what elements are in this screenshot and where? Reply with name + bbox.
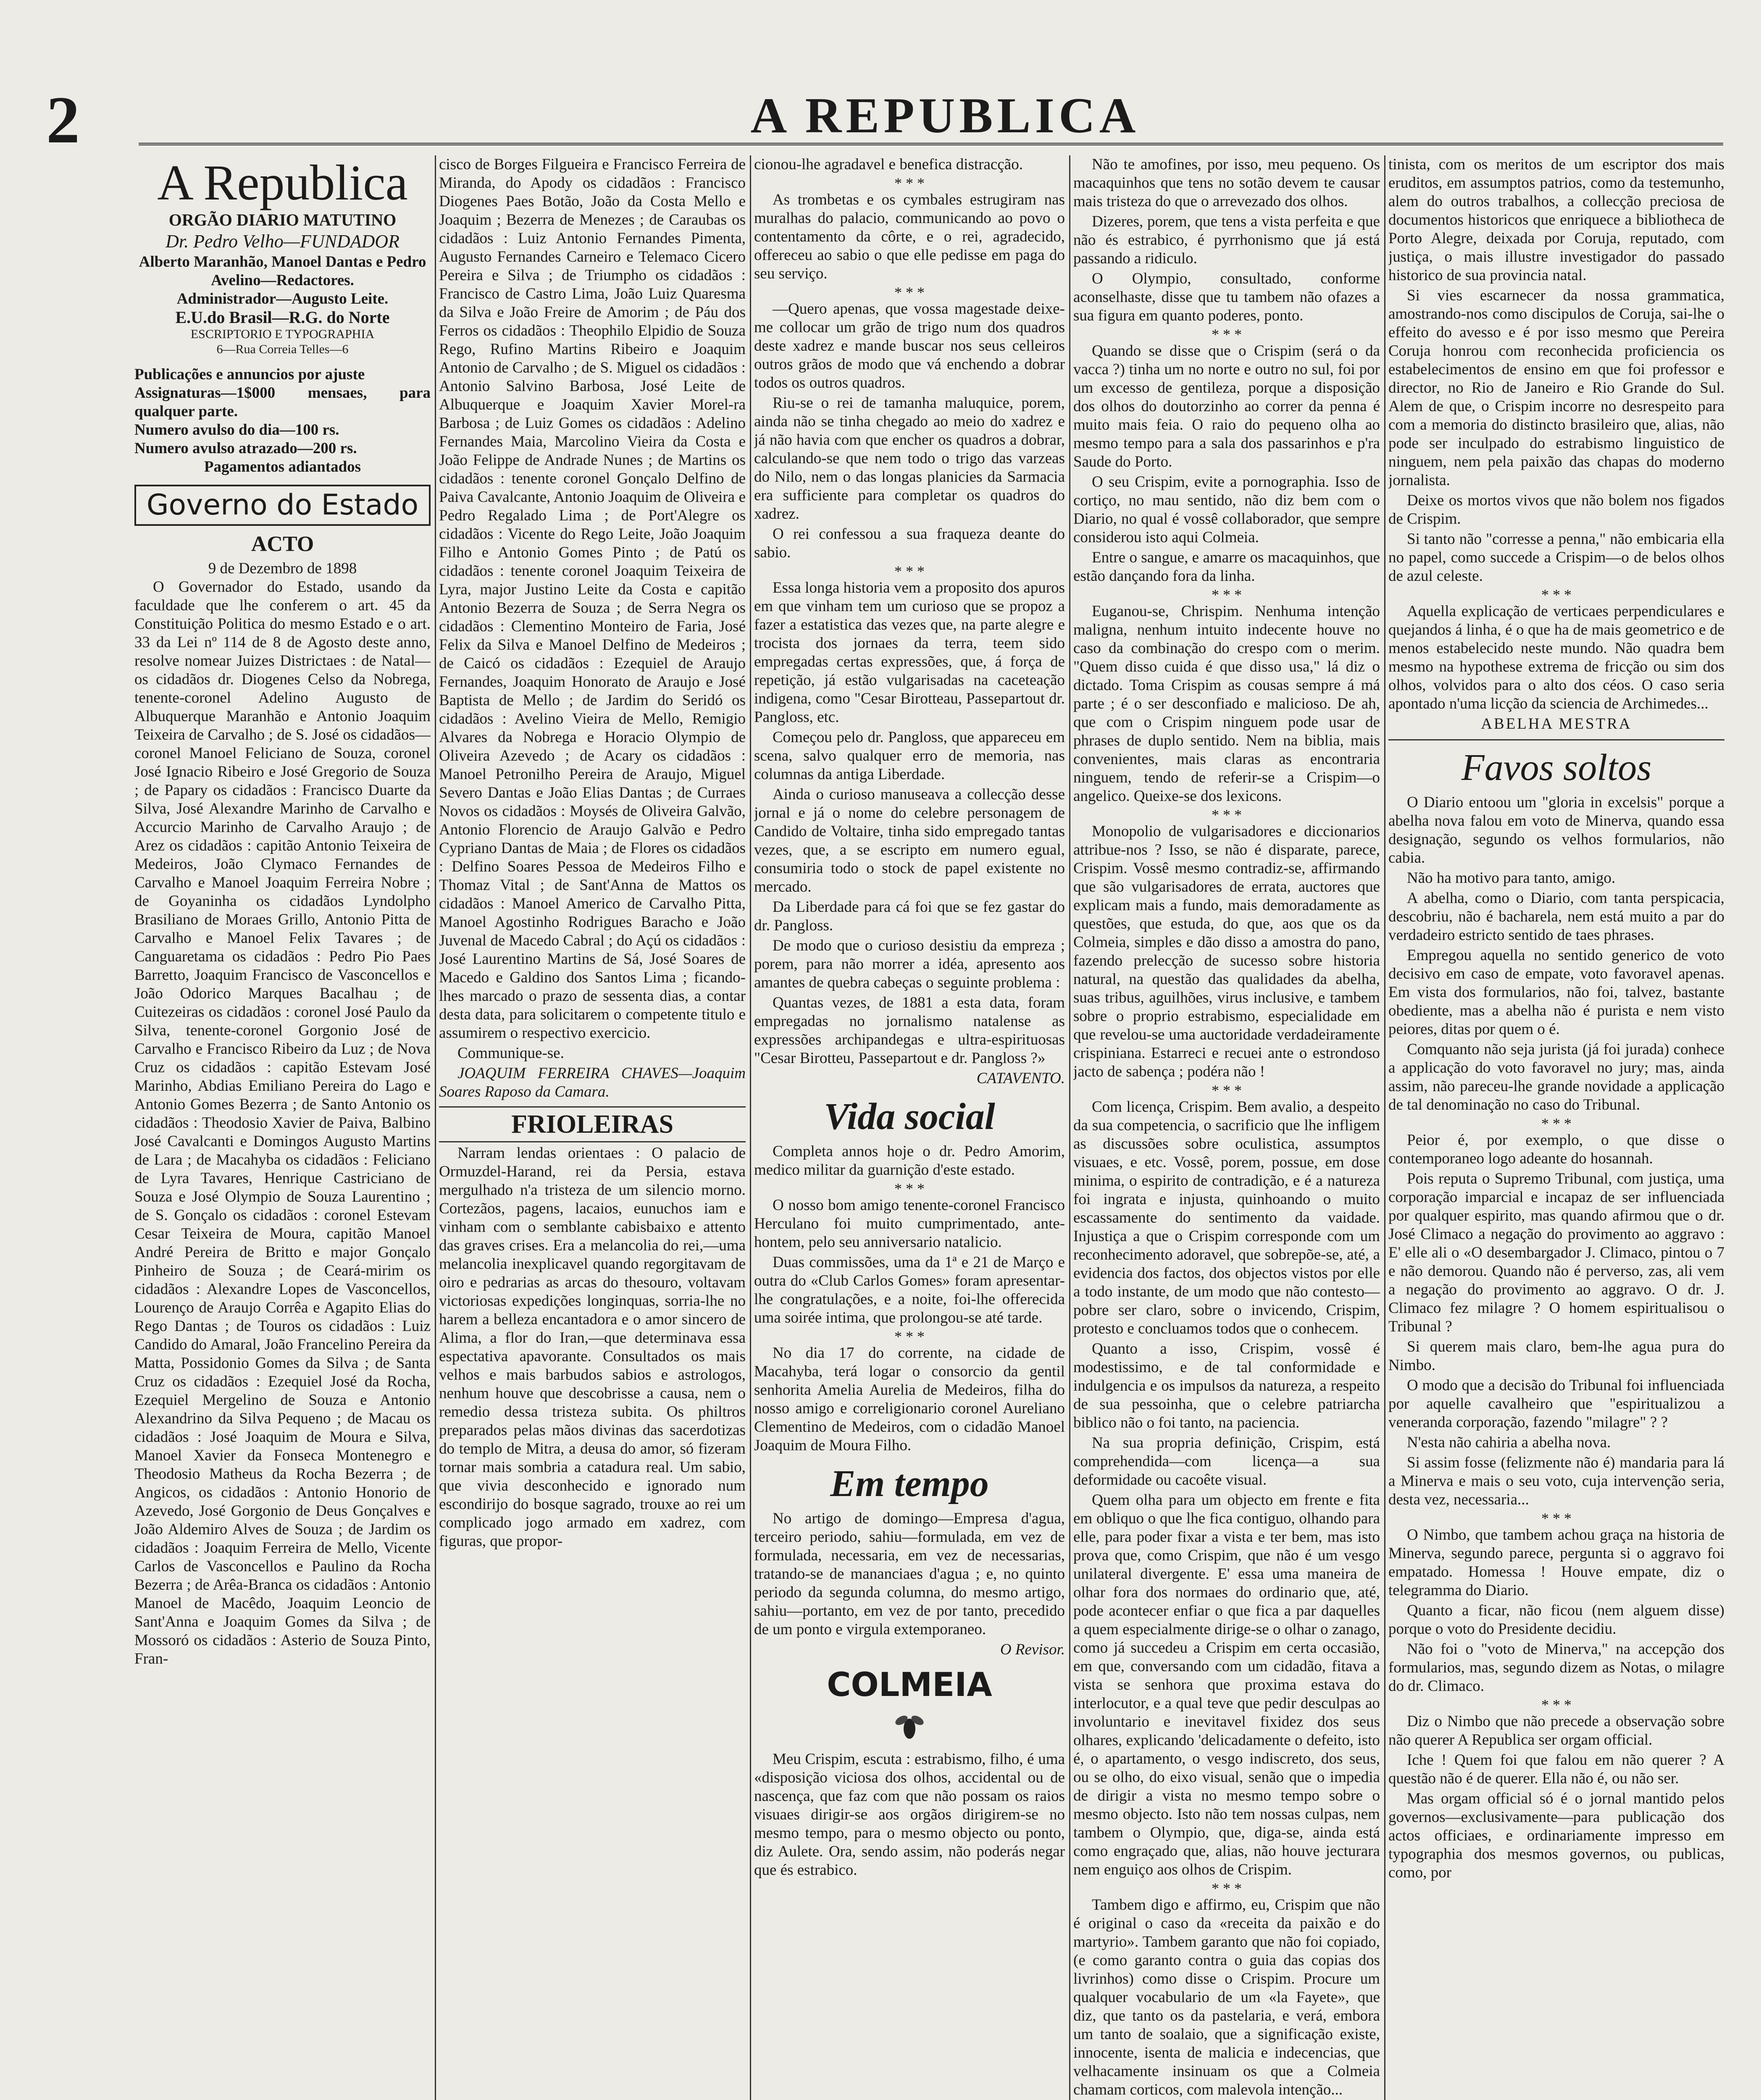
article-text: Dizeres, porem, que tens a vista perfeita e que não és estrabico, é pyrrhonismo que já está passando a ridiculo. [1073, 213, 1380, 267]
article-text: O Diario entoou um "gloria in excelsis" porque a abelha nova falou em voto de Minerva, quando essa designação, segundo os velhos formularios, não cabia. [1388, 794, 1724, 866]
masthead-title: A REPUBLICA [750, 87, 1140, 143]
article-text: O Nimbo, que tambem achou graça na historia de Minerva, segundo parece, pergunta si o aggravo foi empatado. Homessa ! Houve empate, diz o telegramma do Diario. [1388, 1526, 1724, 1599]
article-text: Mas orgam official só é o jornal mantido pelos governos—exclusivamente—para publicação dos actos officiaes, e ordinariamente impresso em typographia dos mesmos governos, ou publicas, como, por [1388, 1790, 1724, 1881]
article-text: O nosso bom amigo tenente-coronel Francisco Herculano foi muito cumprimentado, ante-hontem, pelo seu anniversario natalicio. [754, 1197, 1065, 1251]
pricing-line: Numero avulso atrazado—200 rs. [134, 440, 357, 457]
article-text: Monopolio de vulgarisadores e diccionarios attribue-nos ? Isso, se não é disparate, parece, Crispim. Vossê mesmo contradiz-se, affirmando que são vulgarisadores de errata, auctores que explicam mais a fundo, mais demoradamente as questões, que estuda, do que, aos que os da Colmeia, simples e dão disso a amostra do pano, fazendo prelecção de sucesso sobre historia natural, na questão das qualidades da abelha, suas tribus, aguilhões, virus inclusive, e tambem sobre o proprio estrabismo, especialidade em que revelou-se uma auctoridade verdadeiramente crispiniana. Estarreci e recuei ante o estrondoso jacto de sabença ; podéra não ! [1073, 823, 1380, 1080]
section-heading: COLMEIA [827, 1666, 992, 1704]
separator-stars: * * * [1212, 586, 1242, 603]
article-text: Aquella explicação de verticaes perpendiculares e quejandos á linha, é o que ha de mais geometrico e de menos estabelecido neste mundo. Não quadra bem mesmo na hypothese extrema de fricção ou sim dos olhos, volvidos para o alto dos céos. O caso seria apontado n'uma licção da sciencia de Archimedes... [1388, 603, 1724, 712]
section-heading: Vida social [824, 1096, 995, 1137]
article-text: O rei confessou a sua fraqueza deante do sabio. [754, 525, 1065, 561]
editors-line: Alberto Maranhão, Manoel Dantas e Pedro Avelino—Redactores. [139, 253, 426, 289]
article-text: Não ha motivo para tanto, amigo. [1407, 869, 1616, 887]
article-text: Riu-se o rei de tamanha maluquice, porem, ainda não se tinha chegado ao meio do xadrez e já não havia com que encher os quadros a dobrar, calculando-se que nem todo o trigo das varzeas do Nilo, nem o das longas planicies da Sarmacia era sufficiente para completar os quadros do xadrez. [754, 394, 1065, 522]
founder-line: Dr. Pedro Velho—FUNDADOR [166, 231, 400, 252]
column-divider [435, 155, 436, 2100]
separator-stars: * * * [1212, 326, 1242, 343]
article-text: Meu Crispim, escuta : estrabismo, filho, é uma «disposição viciosa dos olhos, accidental ou de nascença, que faz com que não possam os raios visuaes dirigir-se aos orgãos dirigirem-se no mesmo tempo, para o mesmo objecto ou ponto, diz Aulete. Ora, sendo assim, não poderás negar que és estrabico. [754, 1751, 1065, 1879]
article-text: Essa longa historia vem a proposito dos apuros em que vinham tem um curioso que se propoz a fazer a estatistica das vezes que, na parte alegre e trocista dos jornaes da terra, teem sido empregadas certas expressões, que, á força de repetição, já estão vulgarisadas na caceteação indigena, como "Cesar Birotteau, Passepartout dr. Pangloss, etc. [754, 579, 1065, 726]
separator-stars: * * * [1212, 1880, 1242, 1897]
article-text: Diz o Nimbo que não precede a observação sobre não querer A Republica ser orgam official. [1388, 1713, 1724, 1748]
address-line: E.U.do Brasil—R.G. do Norte [175, 308, 390, 327]
article-text: O Olympio, consultado, conforme aconselhaste, disse que tu tambem não ofazes a sua figura em quanto poderes, ponto. [1073, 270, 1380, 324]
article-text: Empregou aquella no sentido generico de voto decisivo em caso de empate, voto favoravel apenas. Em vista dos formularios, não foi, talvez, bastante obediente, mas a abelha não é purista e nem visto peiores, ditas por quem o é. [1388, 947, 1724, 1038]
brand-subtitle: ORGÃO DIARIO MATUTINO [168, 210, 397, 229]
article-text: Entre o sangue, e amarre os macaquinhos, que estão dançando fora da linha. [1073, 549, 1380, 585]
article-text: Quanto a ficar, não ficou (nem alguem disse) porque o voto do Presidente decidiu. [1388, 1602, 1724, 1638]
separator-stars: * * * [1212, 1082, 1242, 1099]
separator-stars: * * * [1212, 806, 1242, 823]
article-text: As trombetas e os cymbales estrugiram nas muralhas do palacio, communicando ao povo o contentamento da côrte, e o rei, agradecido, offereceu ao sabio o que elle pedisse em paga do seu serviço. [754, 191, 1065, 282]
separator-stars: * * * [1541, 1510, 1572, 1527]
article-text: N'esta não cahiria a abelha nova. [1407, 1434, 1611, 1451]
article-text: O modo que a decisão do Tribunal foi influenciada por aquelle cavalheiro que "espiritualizou a veneranda corporação, fazendo "milagre" ? ? [1388, 1377, 1724, 1431]
article-text: Quando se disse que o Crispim (será o da vacca ?) tinha um no norte e outro no sul, foi por um excesso de gentileza, porque a disposição dos olhos do doutorzinho ao correr da penna é muito mais feia. O raio do pequeno olha ao mesmo tempo para a sala dos passarinhos e p'ra Saude do Porto. [1073, 342, 1380, 470]
article-text: Pois reputa o Supremo Tribunal, com justiça, uma corporação imparcial e incapaz de ser influenciada por qualquer espirito, mas quando afirmou que o dr. José Climaco a negação do provimento ao aggravo : E' elle ali o «O desembargador J. Climaco, pintou o 7 e não demorou. Quando não é perverso, zas, ali vem a negação do provimento ao aggravo. O dr. J. Climaco fez milagre ? O homem espiritualisou o Tribunal ? [1388, 1170, 1724, 1335]
act-title: ACTO [251, 532, 314, 556]
article-text: Iche ! Quem foi que falou em não querer ? A questão não é de querer. Ella não é, ou não ser. [1388, 1751, 1724, 1787]
article-text: cionou-lhe agradavel e benefica distracção. [754, 156, 1023, 173]
column-divider [1384, 155, 1385, 2100]
article-text: Completa annos hoje o dr. Pedro Amorim, medico militar da guarnição d'este estado. [754, 1143, 1065, 1179]
article-text: Duas commissões, uma da 1ª e 21 de Março e outra do «Club Carlos Gomes» foram apresentar-lhe congratulações, e a noite, foi-lhe offerecida uma soirée intima, que prolongou-se até tarde. [754, 1254, 1065, 1326]
section-heading: Favos soltos [1388, 739, 1724, 791]
act-text-continued: cisco de Borges Filgueira e Francisco Ferreira de Miranda, do Apody os cidadãos : Francisco Diogenes Paes Botão, João da Costa Mello e Joaquim ; Bezerra de Menezes ; de Caraubas os cidadãos : Luiz Antonio Fernandes Pimenta, Augusto Fernandes Carneiro e Telemaco Cicero Pereira e Silva ; de Triumpho os cidadãos : Francisco de Castro Lima, João Luiz Quaresma da Silva e João Freire de Amorim ; de Páu dos Ferros os cidadãos : Theophilo Elpidio de Souza Rego, Rufino Martins Ribeiro e Joaquim Antonio de Carvalho ; de S. Miguel os cidadãos : Antonio Salvino Barbosa, José Leite de Albuquerque e Joaquim Xavier Morel-ra Barbosa ; de Luiz Gomes os cidadãos : Adelino Fernandes Maia, Marcolino Vieira da Costa e João Felippe de Andrade Nunes ; de Martins os cidadãos : tenente coronel Gonçalo Delfino de Paiva Cavalcante, Antonio Joaquim de Oliveira e Pedro Regalado Lima ; de Port'Alegre os cidadãos : Vicente do Rego Leite, João Joaquim Filho e Antonio Gomes Pinto ; de Patú os cidadãos : tenente coronel Joaquim Teixeira de Lyra, major Justino Leite da Costa e capitão Antonio Bezerra de Souza ; de Serra Negra os cidadãos : Clementino Monteiro de Faria, José Felix da Silva e Manoel Delfino de Medeiros ; de Caicó os cidadãos : Ezequiel de Araujo Fernandes, Joaquim Honorato de Araujo e José Baptista de Mello ; de Jardim do Seridó os cidadãos : Avelino Vieira de Mello, Remigio Alvares da Nobrega e Horacio Olympio de Oliveira Azevedo ; de Acary os cidadãos : Manoel Petronilho Pereira de Araujo, Miguel Severo Dantas e João Elias Dantas ; de Curraes Novos os cidadãos : Moysés de Oliveira Galvão, Antonio Florencio de Araujo Galvão e Pedro Cypriano Dantas de Maia ; de Flores os cidadãos : Delfino Soares Pessoa de Medeiros Filho e Thomaz Vital ; de Sant'Anna de Mattos os cidadãos : Manoel Americo de Carvalho Pitta, Manoel Agostinho Rodrigues Baracho e João Juvenal de Macedo Cabral ; do Açú os cidadãos : José Laurentino Martins de Sá, José Soares de Macedo e Galdino dos Santos Lima ; ficando-lhes marcado o prazo de sessenta dias, a contar desta data, para solicitarem o competente titulo e assumirem o respectivo exercicio. [439, 156, 746, 1042]
article-text: Começou pelo dr. Pangloss, que appareceu em scena, salvo qualquer erro de memoria, nas columnas da antiga Liberdade. [754, 729, 1065, 783]
column-4 [1073, 155, 1380, 2100]
separator-stars: * * * [1541, 1115, 1572, 1132]
section-heading: Governo do Estado [134, 485, 431, 526]
separator-stars: * * * [894, 1180, 925, 1197]
column-divider [750, 155, 751, 2100]
article-text: Si querem mais claro, bem-lhe agua pura do Nimbo. [1388, 1338, 1724, 1374]
section-heading: Em tempo [830, 1463, 989, 1504]
header-rule [139, 143, 1723, 145]
article-text: tinista, com os meritos de um escriptor dos mais eruditos, em assumptos patrios, como da testemunho, alem do outros trabalhos, a collecção preciosa de documentos historicos que enriquece a bibliotheca de Porto Alegre, deixada por Coruja, reputado, com justiça, o mais illustre investigador do passado historico de sua provincia natal. [1388, 156, 1724, 284]
article-text: Ainda o curioso manuseava a collecção desse jornal e já o nome do celebre personagem de Candido de Voltaire, tinha sido empregado tantas vezes, que, a se escripto em numero egual, consumiria todo o stock de papel existente no mercado. [754, 786, 1065, 895]
separator-stars: * * * [894, 563, 925, 580]
column-3 [754, 155, 1065, 2100]
article-text: O seu Crispim, evite a pornographia. Isso de cortiço, no mau sentido, não diz bem com o Diario, no qual é vossê collaborador, que sempre considerou isto aqui Colmeia. [1073, 473, 1380, 546]
article-text: Da Liberdade para cá foi que se fez gastar do dr. Pangloss. [754, 898, 1065, 934]
communique: Communique-se. [457, 1045, 564, 1062]
section-heading: FRIOLEIRAS [439, 1106, 746, 1142]
column-2 [439, 155, 746, 2100]
article-signature: CATAVENTO. [976, 1070, 1065, 1087]
article-text: Si tanto não "corresse a penna," não embicaria ella no papel, como succede a Crispim—o de belos olhos de azul celeste. [1388, 530, 1724, 585]
act-signature: JOAQUIM FERREIRA CHAVES—Joaquim Soares Raposo da Camara. [439, 1065, 746, 1100]
article-signature: O Revisor. [1000, 1641, 1065, 1658]
article-text: Euganou-se, Chrispim. Nenhuma intenção maligna, nenhum intuito indecente houve no caso da combinação do crespo com o merim. "Quem disso cuida é que disso usa," lá diz o dictado. Toma Crispim as cousas sempre á má parte ; é o ser desconfiado e malicioso. De ah, que com o Crispim ninguem pode usar de phrases de duplo sentido. Nem na biblia, mais convenientes, mais claras as encontraria ninguem, tendo de referir-se a Crispim—o angelico. Queixe-se dos lexicons. [1073, 603, 1380, 805]
column-5 [1388, 155, 1724, 2100]
separator-stars: * * * [894, 175, 925, 192]
article-text: Si vies escarnecer da nossa grammatica, amostrando-nos como discipulos de Coruja, sai-lhe o effeito do avesso e é por isso mesmo que Pereira Coruja honrou com reconhecida proficiencia os estabelecimentos de ensino em que foi professor e director, no Rio de Janeiro e Rio Grande do Sul. Alem de que, o Crispim incorre no desrespeito para com a memoria do distincto brasileiro que, alias, não pode ser inculpado do estrabismo linguistico de ninguem, nem pela paixão das chapas do moderno jornalista. [1388, 287, 1724, 489]
article-text: Não foi o "voto de Minerva," na accepção dos formularios, mas, segundo dizem as Notas, o milagre do dr. Climaco. [1388, 1641, 1724, 1695]
pricing-line: Numero avulso do dia—100 rs. [134, 421, 339, 438]
pricing-line: Assignaturas—1$000 mensaes, para qualquer parte. [134, 384, 431, 420]
separator-stars: * * * [1541, 1696, 1572, 1713]
article-text: Deixe os mortos vivos que não bolem nos figados de Crispim. [1388, 492, 1724, 528]
column-divider [1069, 155, 1070, 2100]
article-text: No dia 17 do corrente, na cidade de Macahyba, terá logar o consorcio da gentil senhorita Amelia Aurelia de Medeiros, filha do nosso amigo e correligionario coronel Aureliano Clementino de Medeiros, com o cidadão Manoel Joaquim de Moura Filho. [754, 1344, 1065, 1454]
article-text: No artigo de domingo—Empresa d'agua, terceiro periodo, sahiu—formulada, em vez de formulada, necessaria, em vez de necessarias, tratando-se de mananciaes d'agua ; e, no quinto periodo da segunda columna, do mesmo artigo, sahiu—portanto, em vez de por tanto, precedido de um ponto e virgula extemporaneo. [754, 1510, 1065, 1638]
separator-stars: * * * [894, 284, 925, 301]
article-text: —Quero apenas, que vossa magestade deixe-me collocar um grão de trigo num dos quadros deste xadrez e mande buscar nos seus celleiros outros grãos de modo que vá enchendo a dobrar todos os outros quadros. [754, 300, 1065, 391]
article-text: Narram lendas orientaes : O palacio de Ormuzdel-Harand, rei da Persia, estava mergulhado n'a tristeza de um silencio morno. Cortezãos, pagens, lacaios, eunuchos iam e vinham com o semblante cabisbaixo e attento das graves crises. Era a melancolia do rei,—uma melancolia inexplicavel quando regorgitavam de oiro e pedrarias as arcas do thesouro, voltavam victoriosas expedições longinquas, sorria-lhe no harem a belleza encantadora e o amor sincero de Alima, a flor do Iran,—que determinava essa espectativa apavorante. Consultados os mais velhos e mais barbudos sabios e astrologos, nenhum houve que descobrisse a causa, nem o remedio dessa tristeza subita. Os philtros preparados pelas mãos divinas das sacerdotizas do templo de Mitra, a deusa do amor, só fizeram tornar mais sombria a catadura real. Um sabio, que vivia desconhecido e ignorado num escondirijo do bosque sagrado, trouxe ao rei um complicado jogo armado em xadrez, com figuras, que propor- [439, 1144, 746, 1550]
article-text: Peior é, por exemplo, o que disse o contemporaneo logo adeante do hosannah. [1388, 1131, 1724, 1167]
article-text: Tambem digo e affirmo, eu, Crispim que não é original o caso da «receita da paixão e do martyrio». Tambem garanto que não foi copiado, (e como garanto contra o guia das copias dos livrinhos) como disse o Crispim. Procure um qualquer vocabulario de um «la Fayete», que diz, que tanto os da pastelaria, e verá, embora um tanto de soalaio, que a significação existe, innocente, isenta de malicia e indecencias, que velhacamente insinuam os que a Colmeia chamam corticos, com malevola intenção... [1073, 1896, 1380, 2098]
pricing-line: Publicações e annuncios por ajuste [134, 366, 365, 383]
column-1 [134, 155, 431, 2100]
pricing-line: Pagamentos adiantados [204, 458, 361, 475]
article-text: Quem olha para um objecto em frente e fita em obliquo o que lhe fica contiguo, olhando para elle, para poder fixar a vista e ter bem, mas isto prova que, como Crispim, que não é um vesgo unilateral divergente. E' essa uma maneira de olhar fora dos normaes do ordinario que, até, pode acontecer enfiar o que fica a par daquelles a quem especialmente dirige-se o olhar o zanago, como já succedeu a Crispim em certa occasião, em que, conversando com um cidadão, fitava a vista se senhora que proxima estava do interlocutor, e a qual teve que pedir desculpas ao involuntario e inevitavel fixidez dos seus olhares, explicando 'delicadamente o defeito, isto é, o apartamento, o vesgo indiscreto, dos seus, ou se olho, do eixo visual, senão que o impedia de dirigir a vista no mesmo tempo sobre o mesmo objecto. Isto não tem nossas culpas, nem tambem o Olympio, que, diga-se, ainda está como engraçado que, alias, não houve jecturara nem enguiço aos olhos de Crispim. [1073, 1491, 1380, 1878]
brand-title: A Republica [157, 155, 408, 210]
address-line: ESCRIPTORIO E TYPOGRAPHIA [190, 327, 375, 341]
separator-stars: * * * [894, 1328, 925, 1345]
page-number: 2 [46, 82, 80, 157]
article-text: Si assim fosse (felizmente não é) mandaria para lá a Minerva e mais o seu voto, cuja intervenção seria, desta vez, necessaria... [1388, 1454, 1724, 1508]
article-text: A abelha, como o Diario, com tanta perspicacia, descobriu, não é bacharela, nem está muito a par do verdadeiro estricto sentido de taes phrases. [1388, 890, 1724, 944]
separator-stars: * * * [1541, 586, 1572, 603]
article-text: Com licença, Crispim. Bem avalio, a despeito da sua competencia, o sacrificio que lhe infligem as discussões sobre oculistica, assumptos visuaes, e etc. Vossê, porem, possue, em dose minima, o espirito de contradição, e é a natureza foi ingrata e injusta, quinhoando o muito escassamente do sentimento da vaidade. Injustiça a que o Crispim corresponde com um reconhecimento adoravel, que sobrepõe-se, até, a evidencia dos factos, dos objectos vistos por elle a todo instante, de um modo que não contesto—pobre ser claro, sobre o invicendo, Crispim, protesto e concluamos todos que o conhecem. [1073, 1098, 1380, 1337]
administrator-line: Administrador—Augusto Leite. [176, 290, 389, 307]
article-signature: ABELHA MESTRA [1481, 715, 1632, 732]
address-line: 6—Rua Correia Telles—6 [216, 342, 349, 356]
article-text: Quantas vezes, de 1881 a esta data, foram empregadas no jornalismo natalense as expressões archipandegas e ultra-espirituosas "Cesar Birotteu, Passepartout e dr. Pangloss ?» [754, 994, 1065, 1067]
article-text: De modo que o curioso desistiu da empreza ; porem, para não morrer a idéa, apresento aos amantes de quebra cabeças o seguinte problema : [754, 937, 1065, 991]
bee-icon [754, 1708, 1065, 1750]
act-date: 9 de Dezembro de 1898 [208, 560, 357, 577]
article-text: Quanto a isso, Crispim, vossê é modestissimo, e de tal conformidade e indulgencia e os impulsos da natureza, a respeito de sua pessoinha, que o celebre patriarcha biblico não o foi tanto, na paciencia. [1073, 1340, 1380, 1431]
article-text: Não te amofines, por isso, meu pequeno. Os macaquinhos que tens no sotão devem te causar mais tristeza do que o arrevezado dos olhos. [1073, 156, 1380, 210]
act-text: O Governador do Estado, usando da faculdade que lhe conferem o art. 45 da Constituição Politica do mesmo Estado e o art. 33 da Lei nº 114 de 8 de Agosto deste anno, resolve nomear Juizes Districtaes : de Natal—os cidadãos dr. Diogenes Celso da Nobrega, tenente-coronel Adelino Augusto de Albuquerque Maranhão e Antonio Joaquim Teixeira de Carvalho ; de S. José os cidadãos—coronel Manoel Feliciano de Souza, coronel José Ignacio Ribeiro e José Gregorio de Souza ; de Papary os cidadãos : Francisco Duarte da Silva, José Alexandre Marinho de Carvalho e Accurcio Marinho de Carvalho Araujo ; de Arez os cidadãos : capitão Antonio Teixeira de Medeiros, João Clymaco Fernandes de Carvalho e Manoel Joaquim Ferreira Nobre ; de Goyaninha os cidadãos Lyndolpho Brasiliano de Moraes Grillo, Antonio Pitta de Carvalho e Manoel Felix Tavares ; de Canguaretama os cidadãos : Pedro Pio Paes Barretto, Joaquim Francisco de Vasconcellos e João Odorico Marques Bacalhau ; de Cuitezeiras os cidadãos : coronel José Paulo da Silva, tenente-coronel Gorgonio José de Carvalho e Francisco Ribeiro da Luz ; de Nova Cruz os cidadãos : capitão Estevam José Marinho, Abdias Emiliano Pereira do Lago e Antonio Gomes Bezerra ; de Santo Antonio os cidadãos : Theodosio Xavier de Paiva, Balbino José Cavalcanti e Domingos Augusto Martins de Lara ; de Macahyba os cidadãos : Feliciano de Lyra Tavares, Henrique Castriciano de Souza e José Olympio de Souza Laurentino ; de S. Gonçalo os cidadãos : coronel Estevam Cesar Teixeira de Moura, capitão Manoel André Pereira de Britto e major Gonçalo Pinheiro de Souza ; de Ceará-mirim os cidadãos : Alexandre Lopes de Vasconcellos, Lourenço de Araujo Corrêa e Agapito Elias do Rego Dantas ; de Touros os cidadãos : Luiz Candido do Amaral, João Francelino Pereira da Matta, Possidonio Gomes da Silva ; de Santa Cruz os cidadãos : Ezequiel José da Rocha, Ezequiel Mergelino de Souza e Antonio Alexandrino da Silva Pequeno ; de Macau os cidadãos : José Joaquim de Moura e Silva, Manoel Xavier da Fonseca Montenegro e Theodosio Matheus da Rocha Bezerra ; de Angicos, os cidadãos : Antonio Honorio de Azevedo, José Gorgonio de Deus Gonçalves e João Aldemiro Alves de Souza ; de Jardim os cidadãos : Joaquim Ferreira de Mello, Vicente Carlos de Vasconcellos e Paulino da Rocha Bezerra ; de Arêa-Branca os cidadãos : Antonio Manoel de Macêdo, Joaquim Leoncio de Sant'Anna e Joaquim Gomes da Silva ; de Mossoró os cidadãos : Asterio de Souza Pinto, Fran- [134, 578, 431, 1667]
article-text: Comquanto não seja jurista (já foi jurada) conhece a applicação do voto favoravel no jury; mas, ainda assim, não pareceu-lhe grande novidade a applicação de tal denominação no caso do Tribunal. [1388, 1041, 1724, 1113]
article-text: Na sua propria definição, Crispim, está comprehendida—com licença—a sua deformidade ou cacoête visual. [1073, 1434, 1380, 1488]
